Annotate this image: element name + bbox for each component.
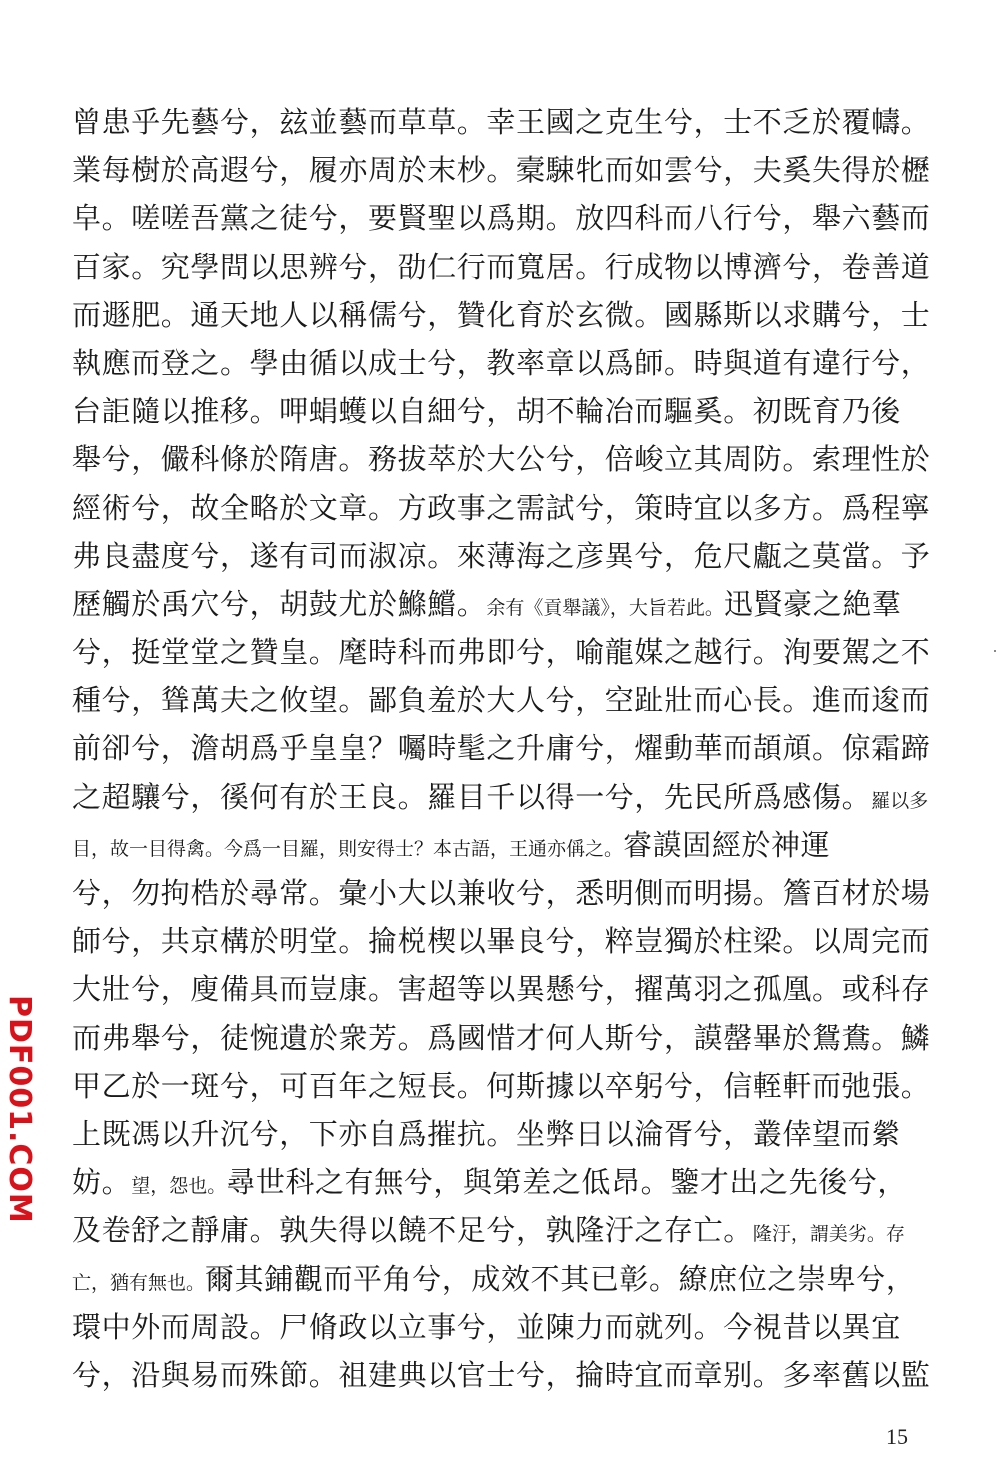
annotation-note: 目，故一目得禽。今爲一目羅，則安得士？本古語，王通亦偁之。 bbox=[72, 837, 624, 860]
watermark: PDF001.COM bbox=[2, 995, 37, 1224]
text-line bbox=[72, 435, 931, 483]
text-segment: 環中外而周設。尸脩政以立事兮，並陳力而就列。今視昔以異宜 bbox=[72, 1309, 901, 1344]
text-line bbox=[72, 146, 931, 194]
text-line bbox=[72, 194, 931, 242]
text-segment: 上既馮以升沉兮，下亦自爲摧抗。坐弊日以淪胥兮，叢倖望而縈 bbox=[72, 1116, 901, 1151]
text-line bbox=[72, 243, 931, 291]
text-segment: 曾患乎先藝兮，玆並藝而草草。幸王國之克生兮，士不乏於覆幬。 bbox=[72, 105, 931, 139]
text-line bbox=[72, 917, 931, 965]
annotation-note: 隆汙，謂美劣。存 bbox=[752, 1223, 905, 1246]
text-segment: 及卷舒之靜庸。孰失得以饒不足兮，孰隆汙之存亡。 bbox=[72, 1213, 753, 1248]
text-line bbox=[72, 1014, 931, 1062]
text-segment: 百家。究學問以思辨兮，劭仁行而寬居。行成物以博濟兮，卷善道 bbox=[72, 249, 931, 284]
text-segment: 兮，挺堂堂之贊皇。麾時科而弗即兮，喻龍媒之越行。洵要駕之不 bbox=[72, 635, 931, 670]
text-line bbox=[72, 1110, 912, 1158]
text-segment: 而遯肥。通天地人以稱儒兮，贊化育於玄微。國縣斯以求購兮，士 bbox=[72, 297, 931, 332]
text-line bbox=[72, 1158, 912, 1206]
text-line bbox=[72, 1206, 912, 1254]
text-line bbox=[72, 1351, 931, 1399]
text-segment: 師兮，共京構於明堂。掄棁楔以畢良兮，粹豈獨於柱梁。以周完而 bbox=[72, 924, 931, 959]
text-line bbox=[72, 580, 912, 628]
annotation-note: 余有《貢舉議》，大旨若此。 bbox=[486, 596, 724, 619]
text-line bbox=[72, 291, 931, 339]
text-segment: 業每樹於高遐兮，履亦周於末杪。槖駷牝而如雲兮，夫奚失得於櫪 bbox=[72, 153, 931, 188]
text-line bbox=[72, 724, 931, 772]
text-line bbox=[72, 339, 931, 387]
text-segment: 舉兮，儼科條於隋唐。務拔萃於大公兮，倍峻立其周防。索理性於 bbox=[72, 442, 931, 477]
text-segment: 經術兮，故全略於文章。方政事之需試兮，策時宜以多方。爲程寧 bbox=[72, 490, 931, 525]
scan-speck bbox=[994, 650, 996, 652]
text-segment: 爾其鋪觀而平角兮，成效不其已彰。繚庶位之崇卑兮， bbox=[205, 1261, 916, 1296]
text-line bbox=[72, 1062, 931, 1110]
text-line bbox=[72, 98, 931, 146]
text-line bbox=[72, 387, 912, 435]
text-line bbox=[72, 773, 929, 821]
text-segment: 兮，沿與易而殊節。祖建典以官士兮，掄時宜而章别。多率舊以監 bbox=[72, 1357, 931, 1392]
text-segment: 執應而登之。學由循以成士兮，教率章以爲師。時與道有違行兮， bbox=[72, 345, 931, 380]
annotation-note: 亡，猶有無也。 bbox=[72, 1271, 206, 1294]
text-line bbox=[72, 484, 931, 532]
text-line bbox=[72, 628, 931, 676]
text-line bbox=[72, 1255, 916, 1303]
page-number: 15 bbox=[886, 1424, 908, 1449]
text-segment: 歷觸於禹穴兮，胡鼓尤於鰷鱨。 bbox=[72, 586, 487, 621]
text-segment: 甲乙於一斑兮，可百年之短長。何斯據以卒躬兮，信輊軒而弛張。 bbox=[72, 1068, 931, 1103]
text-segment: 兮，勿拘梏於尋常。彙小大以兼收兮，悉明側而明揚。簷百材於場 bbox=[72, 876, 931, 910]
text-segment: 之超驤兮，徯何有於王良。羅目千以得一兮，先民所爲感傷。 bbox=[72, 779, 872, 814]
text-segment: 種兮，聳萬夫之攸望。鄙負羞於大人兮，空趾壯而心長。進而逡而 bbox=[72, 683, 931, 718]
text-line bbox=[72, 965, 931, 1013]
text-segment: 妨。 bbox=[72, 1165, 132, 1200]
text-line bbox=[72, 676, 931, 724]
text-segment: 睿謨固經於神運 bbox=[623, 827, 831, 862]
text-line bbox=[72, 821, 912, 869]
text-line bbox=[72, 1303, 912, 1351]
text-segment: 台詎隨以推移。呷蜎蠖以自細兮，胡不輪冶而驅奚。初既育乃後 bbox=[72, 394, 901, 429]
text-segment: 迅賢豪之絶羣 bbox=[723, 586, 902, 621]
text-segment: 尋世科之有無兮，與第差之低昂。鑒才出之先後兮， bbox=[226, 1165, 908, 1200]
annotation-note: 羅以多 bbox=[871, 789, 929, 812]
text-line bbox=[72, 532, 931, 580]
text-segment: 大壯兮，廋備具而豈康。害超等以異懸兮，擢萬羽之孤凰。或科存 bbox=[72, 972, 931, 1007]
text-segment: 皁。嗟嗟吾黨之徒兮，要賢聖以爲期。放四科而八行兮，舉六藝而 bbox=[72, 201, 931, 236]
annotation-note: 望，怨也。 bbox=[131, 1175, 227, 1198]
text-line bbox=[72, 869, 931, 917]
text-segment: 而弗舉兮，徒惋遺於衆芳。爲國惜才何人斯兮，謨罄畢於鴛鴦。鱗 bbox=[72, 1020, 931, 1055]
body-text bbox=[72, 98, 931, 1399]
text-segment: 弗良盡度兮，遂有司而淑凉。來薄海之彦異兮，危尺甗之莫當。予 bbox=[72, 538, 931, 573]
text-segment: 前卻兮，澹胡爲乎皇皇？囑時髦之升庸兮，燿動華而頡頏。倞霜蹄 bbox=[72, 731, 931, 766]
